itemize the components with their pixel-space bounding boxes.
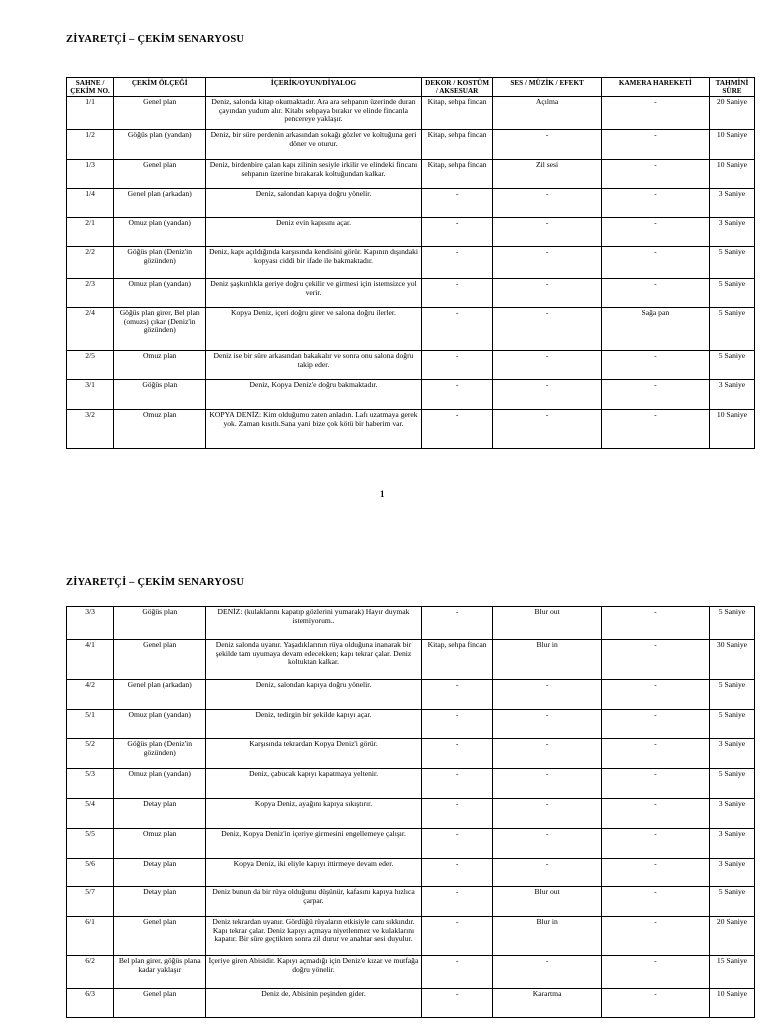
scene-no-cell: 4/1 xyxy=(67,640,114,680)
duration-cell: 5 Saniye xyxy=(709,887,754,917)
duration-cell: 10 Saniye xyxy=(709,989,754,1018)
duration-cell: 5 Saniye xyxy=(709,351,754,380)
scene-no-cell: 2/5 xyxy=(67,351,114,380)
table-row xyxy=(67,799,755,829)
sound-cell: - xyxy=(493,218,601,247)
sound-cell: Blur out xyxy=(493,887,601,917)
camera-cell: Sağa pan xyxy=(601,308,709,351)
table-row xyxy=(67,739,755,769)
content-cell: Kopya Deniz, ayağını kapıya sıkıştırır. xyxy=(206,799,421,829)
scene-no-cell: 2/1 xyxy=(67,218,114,247)
table-row xyxy=(67,710,755,739)
content-cell: Deniz de, Abisinin peşinden gider. xyxy=(206,989,421,1018)
table-header-row xyxy=(67,78,755,97)
camera-cell: - xyxy=(601,97,709,130)
scene-no-cell: 5/7 xyxy=(67,887,114,917)
sound-cell: - xyxy=(493,247,601,279)
table-row xyxy=(67,956,755,989)
content-cell: Deniz, Kopya Deniz'in içeriye girmesini engellemeye çalışır. xyxy=(206,829,421,859)
scene-no-cell: 1/1 xyxy=(67,97,114,130)
content-cell: Deniz, çabucak kapıyı kapatmaya yeltenir. xyxy=(206,769,421,799)
camera-cell: - xyxy=(601,710,709,739)
table-row xyxy=(67,607,755,640)
scene-no-cell: 5/6 xyxy=(67,859,114,887)
set-costume-cell: - xyxy=(421,739,493,769)
duration-cell: 5 Saniye xyxy=(709,680,754,710)
duration-cell: 5 Saniye xyxy=(709,308,754,351)
scene-no-cell: 3/3 xyxy=(67,607,114,640)
table-row xyxy=(67,308,755,351)
shot-scale-cell: Genel plan xyxy=(114,917,206,956)
content-cell: Kopya Deniz, içeri doğru girer ve salona doğru ilerler. xyxy=(206,308,421,351)
content-cell: Deniz, salonda kitap okumaktadır. Ara ara sehpanın üzerinde duran çayından yudum alır. Kitabı sehpaya bırakır ve elinde fincanla pencereye yaklaşır. xyxy=(206,97,421,130)
camera-cell: - xyxy=(601,160,709,189)
camera-cell: - xyxy=(601,769,709,799)
document-title: ZİYARETÇİ – ÇEKİM SENARYOSU xyxy=(66,577,245,588)
shot-scale-cell: Omuz plan xyxy=(114,829,206,859)
content-cell: Deniz bunun da bir rüya olduğunu düşünür, kafasını kapıya hızlıca çarpar. xyxy=(206,887,421,917)
camera-cell: - xyxy=(601,247,709,279)
table-row xyxy=(67,247,755,279)
content-cell: Deniz ise bir süre arkasından bakakalır ve sonra onu salona doğru takip eder. xyxy=(206,351,421,380)
sound-cell: - xyxy=(493,410,601,449)
sound-cell: - xyxy=(493,859,601,887)
content-cell: Deniz, tedirgin bir şekilde kapıyı açar. xyxy=(206,710,421,739)
duration-cell: 10 Saniye xyxy=(709,410,754,449)
set-costume-cell: Kitap, sehpa fincan xyxy=(421,640,493,680)
sound-cell: - xyxy=(493,130,601,160)
duration-cell: 5 Saniye xyxy=(709,607,754,640)
shooting-schedule-table-continued xyxy=(66,606,755,1018)
duration-cell: 20 Saniye xyxy=(709,97,754,130)
camera-cell: - xyxy=(601,380,709,410)
camera-cell: - xyxy=(601,739,709,769)
duration-cell: 5 Saniye xyxy=(709,247,754,279)
duration-cell: 3 Saniye xyxy=(709,799,754,829)
duration-cell: 3 Saniye xyxy=(709,829,754,859)
sound-cell: - xyxy=(493,956,601,989)
scene-no-cell: 5/4 xyxy=(67,799,114,829)
sound-cell: - xyxy=(493,799,601,829)
shot-scale-cell: Göğüs plan xyxy=(114,607,206,640)
set-costume-cell: - xyxy=(421,680,493,710)
scene-no-cell: 6/3 xyxy=(67,989,114,1018)
scene-no-cell: 5/5 xyxy=(67,829,114,859)
sound-cell: - xyxy=(493,739,601,769)
sound-cell: - xyxy=(493,189,601,218)
camera-cell: - xyxy=(601,829,709,859)
shot-scale-cell: Göğüs plan (Deniz'in gözünden) xyxy=(114,739,206,769)
table-row xyxy=(67,680,755,710)
shot-scale-cell: Genel plan xyxy=(114,160,206,189)
content-cell: Deniz, salondan kapıya doğru yönelir. xyxy=(206,680,421,710)
shot-scale-cell: Omuz plan (yandan) xyxy=(114,710,206,739)
shot-scale-cell: Genel plan (arkadan) xyxy=(114,680,206,710)
scene-no-cell: 2/3 xyxy=(67,279,114,308)
content-cell: Kopya Deniz, iki eliyle kapıyı ittirmeye devam eder. xyxy=(206,859,421,887)
duration-cell: 5 Saniye xyxy=(709,769,754,799)
camera-cell: - xyxy=(601,218,709,247)
duration-cell: 5 Saniye xyxy=(709,710,754,739)
duration-cell: 20 Saniye xyxy=(709,917,754,956)
shot-scale-cell: Genel plan xyxy=(114,97,206,130)
scene-no-cell: 3/1 xyxy=(67,380,114,410)
content-cell: Deniz, bir süre perdenin arkasından sokağı gözler ve koltuğuna geri döner ve oturur. xyxy=(206,130,421,160)
content-cell: Deniz tekrardan uyanır. Gördüğü rüyaların etkisiyle canı sıkkındır. Kapı tekrar çalar. Deniz kapıyı açmaya niyetlenmez ve kulaklarını kapatır. Bir süre geçtikten sonra zil durur ve anahtar sesi duyulur. xyxy=(206,917,421,956)
shot-scale-cell: Bel plan girer, göğüs plana kadar yaklaşır xyxy=(114,956,206,989)
sound-cell: - xyxy=(493,279,601,308)
shot-scale-cell: Omuz plan xyxy=(114,410,206,449)
duration-cell: 3 Saniye xyxy=(709,739,754,769)
set-costume-cell: - xyxy=(421,710,493,739)
set-costume-cell: - xyxy=(421,607,493,640)
shot-scale-cell: Göğüs plan girer, Bel plan (omuzs) çıkar (Deniz'in gözünden) xyxy=(114,308,206,351)
camera-cell: - xyxy=(601,956,709,989)
table-row xyxy=(67,160,755,189)
sound-cell: - xyxy=(493,769,601,799)
shot-scale-cell: Genel plan xyxy=(114,989,206,1018)
sound-cell: - xyxy=(493,308,601,351)
content-cell: KOPYA DENİZ: Kim olduğumu zaten anladın. Lafı uzatmaya gerek yok. Zaman kısıtlı.Sana yani bize çok kötü bir haberim var. xyxy=(206,410,421,449)
scene-no-cell: 4/2 xyxy=(67,680,114,710)
scene-no-cell: 1/4 xyxy=(67,189,114,218)
set-costume-cell: - xyxy=(421,308,493,351)
camera-cell: - xyxy=(601,989,709,1018)
shot-scale-cell: Omuz plan (yandan) xyxy=(114,769,206,799)
scene-no-cell: 2/2 xyxy=(67,247,114,279)
camera-cell: - xyxy=(601,189,709,218)
sound-cell: - xyxy=(493,680,601,710)
duration-cell: 3 Saniye xyxy=(709,218,754,247)
sound-cell: - xyxy=(493,829,601,859)
duration-cell: 30 Saniye xyxy=(709,640,754,680)
sound-cell: Zil sesi xyxy=(493,160,601,189)
content-cell: Deniz salonda uyanır. Yaşadıklarının rüya olduğuna inanarak bir şekilde tam uyumaya devam edecekken; kapı tekrar çalar. Deniz koltuktan kalkar. xyxy=(206,640,421,680)
scene-no-cell: 5/2 xyxy=(67,739,114,769)
sound-cell: Blur out xyxy=(493,607,601,640)
set-costume-cell: - xyxy=(421,769,493,799)
set-costume-cell: - xyxy=(421,799,493,829)
table-row xyxy=(67,218,755,247)
scene-no-cell: 6/1 xyxy=(67,917,114,956)
camera-cell: - xyxy=(601,680,709,710)
set-costume-cell: - xyxy=(421,829,493,859)
table-row xyxy=(67,989,755,1018)
shot-scale-cell: Genel plan (arkadan) xyxy=(114,189,206,218)
camera-cell: - xyxy=(601,799,709,829)
content-cell: Deniz, kapı açıldığında karşısında kendisini görür. Kapının dışındaki kopyası ciddi bir ifade ile bakmaktadır. xyxy=(206,247,421,279)
table-row xyxy=(67,189,755,218)
scene-no-cell: 5/1 xyxy=(67,710,114,739)
shot-scale-cell: Göğüs plan xyxy=(114,380,206,410)
set-costume-cell: - xyxy=(421,859,493,887)
content-cell: DENİZ: (kulaklarını kapatıp gözlerini yumarak) Hayır duymak istemiyorum.. xyxy=(206,607,421,640)
shot-scale-cell: Genel plan xyxy=(114,640,206,680)
table-row xyxy=(67,279,755,308)
duration-cell: 10 Saniye xyxy=(709,130,754,160)
camera-cell: - xyxy=(601,887,709,917)
table-row xyxy=(67,380,755,410)
set-costume-cell: - xyxy=(421,279,493,308)
shot-scale-cell: Omuz plan (yandan) xyxy=(114,279,206,308)
camera-cell: - xyxy=(601,410,709,449)
shot-scale-cell: Göğüs plan (yandan) xyxy=(114,130,206,160)
header-sound: SES / MÜZİK / EFEKT xyxy=(493,78,601,97)
duration-cell: 10 Saniye xyxy=(709,160,754,189)
scene-no-cell: 2/4 xyxy=(67,308,114,351)
set-costume-cell: - xyxy=(421,887,493,917)
header-content: İÇERİK/OYUN/DİYALOG xyxy=(206,78,421,97)
shot-scale-cell: Detay plan xyxy=(114,887,206,917)
camera-cell: - xyxy=(601,279,709,308)
shot-scale-cell: Omuz plan xyxy=(114,351,206,380)
camera-cell: - xyxy=(601,130,709,160)
duration-cell: 15 Saniye xyxy=(709,956,754,989)
set-costume-cell: - xyxy=(421,410,493,449)
table-row xyxy=(67,829,755,859)
duration-cell: 3 Saniye xyxy=(709,189,754,218)
table-row xyxy=(67,410,755,449)
table-row xyxy=(67,640,755,680)
scene-no-cell: 5/3 xyxy=(67,769,114,799)
camera-cell: - xyxy=(601,351,709,380)
table-row xyxy=(67,917,755,956)
content-cell: İçeriye giren Abisidir. Kapıyı açmadığı için Deniz'e kızar ve mutfağa doğru yönelir. xyxy=(206,956,421,989)
content-cell: Karşısında tekrardan Kopya Deniz'i görür. xyxy=(206,739,421,769)
content-cell: Deniz, birdenbire çalan kapı zilinin sesiyle irkilir ve elindeki fincanı sehpanın üzerine bırakarak koltuğundan kalkar. xyxy=(206,160,421,189)
sound-cell: Karartma xyxy=(493,989,601,1018)
content-cell: Deniz, Kopya Deniz'e doğru bakmaktadır. xyxy=(206,380,421,410)
shot-scale-cell: Detay plan xyxy=(114,799,206,829)
sound-cell: Blur in xyxy=(493,640,601,680)
camera-cell: - xyxy=(601,607,709,640)
scene-no-cell: 6/2 xyxy=(67,956,114,989)
set-costume-cell: - xyxy=(421,189,493,218)
set-costume-cell: Kitap, sehpa fincan xyxy=(421,160,493,189)
duration-cell: 3 Saniye xyxy=(709,380,754,410)
table-row xyxy=(67,97,755,130)
set-costume-cell: - xyxy=(421,218,493,247)
table-body xyxy=(67,607,755,1018)
header-set-costume: DEKOR / KOSTÜM / AKSESUAR xyxy=(421,78,493,97)
header-shot-scale: ÇEKİM ÖLÇEĞİ xyxy=(114,78,206,97)
header-duration: TAHMİNİ SÜRE xyxy=(709,78,754,97)
set-costume-cell: - xyxy=(421,247,493,279)
sound-cell: - xyxy=(493,710,601,739)
table-body xyxy=(67,97,755,449)
scene-no-cell: 1/3 xyxy=(67,160,114,189)
sound-cell: Blur in xyxy=(493,917,601,956)
sound-cell: - xyxy=(493,380,601,410)
duration-cell: 5 Saniye xyxy=(709,279,754,308)
set-costume-cell: - xyxy=(421,351,493,380)
set-costume-cell: - xyxy=(421,917,493,956)
sound-cell: Açılma xyxy=(493,97,601,130)
duration-cell: 3 Saniye xyxy=(709,859,754,887)
shooting-schedule-table xyxy=(66,77,755,449)
set-costume-cell: Kitap, sehpa fincan xyxy=(421,130,493,160)
table-row xyxy=(67,859,755,887)
header-camera: KAMERA HAREKETİ xyxy=(601,78,709,97)
page-number: 1 xyxy=(380,489,385,499)
shot-scale-cell: Omuz plan (yandan) xyxy=(114,218,206,247)
camera-cell: - xyxy=(601,859,709,887)
shot-scale-cell: Detay plan xyxy=(114,859,206,887)
camera-cell: - xyxy=(601,640,709,680)
set-costume-cell: Kitap, sehpa fincan xyxy=(421,97,493,130)
content-cell: Deniz şaşkınlıkla geriye doğru çekilir ve girmesi için istemsizce yol verir. xyxy=(206,279,421,308)
table-row xyxy=(67,351,755,380)
camera-cell: - xyxy=(601,917,709,956)
table-row xyxy=(67,769,755,799)
scene-no-cell: 3/2 xyxy=(67,410,114,449)
sound-cell: - xyxy=(493,351,601,380)
scene-no-cell: 1/2 xyxy=(67,130,114,160)
document-title: ZİYARETÇİ – ÇEKİM SENARYOSU xyxy=(66,34,245,45)
table-row xyxy=(67,130,755,160)
header-scene-no: SAHNE / ÇEKİM NO. xyxy=(67,78,114,97)
shot-scale-cell: Göğüs plan (Deniz'in gözünden) xyxy=(114,247,206,279)
table-row xyxy=(67,887,755,917)
set-costume-cell: - xyxy=(421,956,493,989)
set-costume-cell: - xyxy=(421,989,493,1018)
content-cell: Deniz, salondan kapıya doğru yönelir. xyxy=(206,189,421,218)
content-cell: Deniz evin kapısını açar. xyxy=(206,218,421,247)
set-costume-cell: - xyxy=(421,380,493,410)
